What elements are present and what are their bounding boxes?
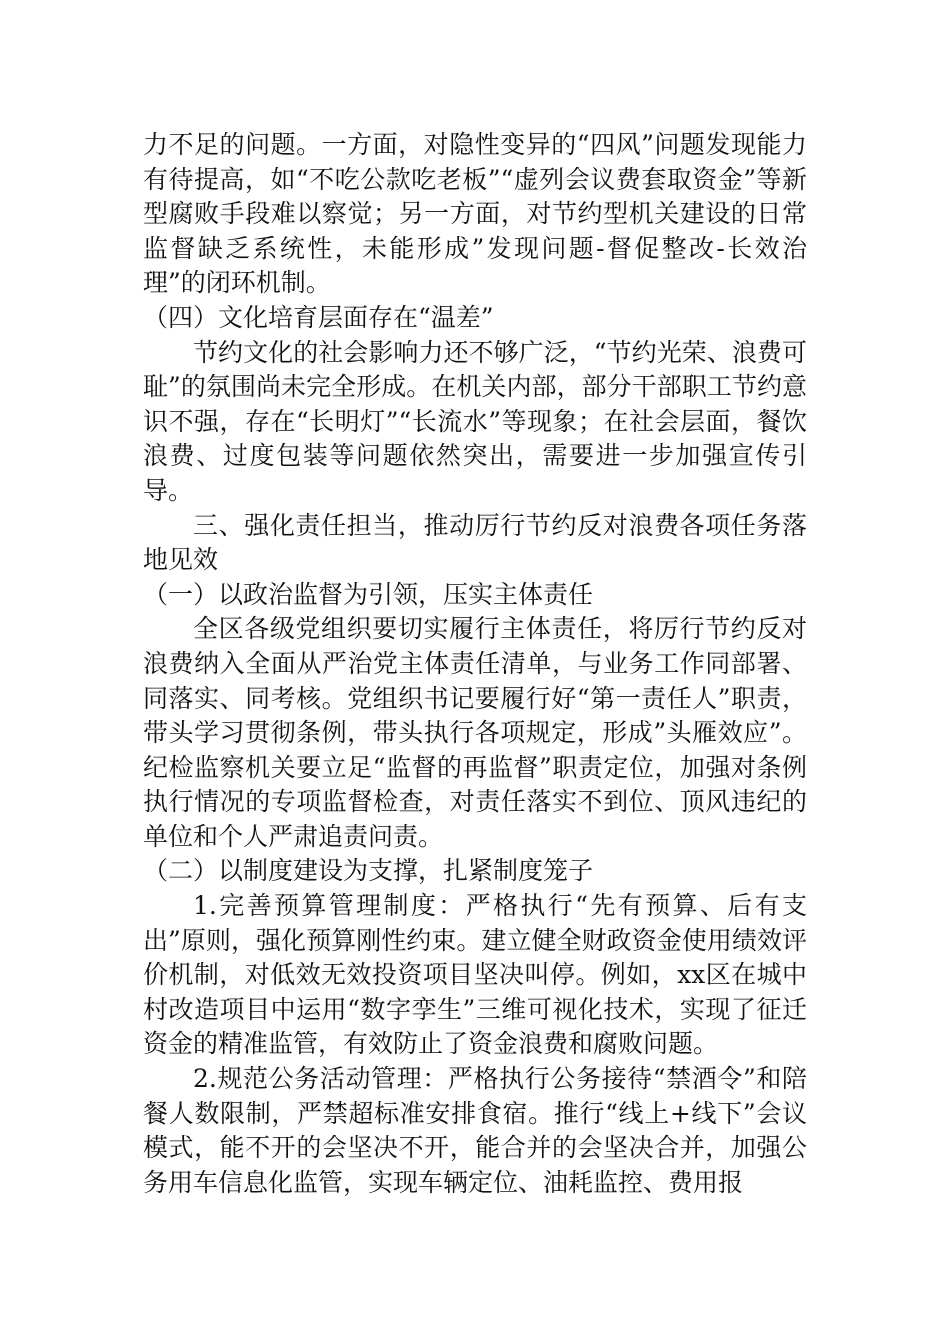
document-page: [143, 128, 807, 1200]
subheading-institution-building: （二）以制度建设为支撑，扎紧制度笼子: [143, 856, 594, 886]
subheading-political-supervision: （一）以政治监督为引领，压实主体责任: [143, 579, 594, 609]
section-heading: 三、强化责任担当，推动厉行节约反对浪费各项任务落地见效: [143, 510, 807, 575]
body-paragraph-official-activities: 2.规范公务活动管理：严格执行公务接待“禁酒令”和陪餐人数限制，严禁超标准安排食宿。推行“线上+线下”会议模式，能不开的会坚决不开，能合并的会坚决合并，加强公务用车信息化监管，实现车辆定位、油耗监控、费用报: [143, 1064, 807, 1197]
body-paragraph-continued: 力不足的问题。一方面，对隐性变异的“四风”问题发现能力有待提高，如“不吃公款吃老板”“虚列会议费套取资金”等新型腐败手段难以察觉；另一方面，对节约型机关建设的日常监督缺乏系统性，未能形成”发现问题-督促整改-长效治理”的闭环机制。: [143, 130, 807, 298]
body-paragraph: 全区各级党组织要切实履行主体责任，将厉行节约反对浪费纳入全面从严治党主体责任清单，与业务工作同部署、同落实、同考核。党组织书记要履行好“第一责任人”职责，带头学习贯彻条例，带头执行各项规定，形成”头雁效应”。纪检监察机关要立足“监督的再监督”职责定位，加强对条例执行情况的专项监督检查，对责任落实不到位、顶风违纪的单位和个人严肃追责问责。: [143, 614, 807, 851]
body-paragraph-budget: 1.完善预算管理制度：严格执行“先有预算、后有支出”原则，强化预算刚性约束。建立健全财政资金使用绩效评价机制，对低效无效投资项目坚决叫停。例如，xx区在城中村改造项目中运用“数字孪生”三维可视化技术，实现了征迁资金的精准监管，有效防止了资金浪费和腐败问题。: [143, 891, 807, 1059]
body-paragraph: 节约文化的社会影响力还不够广泛，“节约光荣、浪费可耻”的氛围尚未完全形成。在机关内部，部分干部职工节约意识不强，存在“长明灯”“长流水”等现象；在社会层面，餐饮浪费、过度包装等问题依然突出，需要进一步加强宣传引导。: [143, 337, 807, 505]
subheading-culture: （四）文化培育层面存在“温差”: [143, 302, 494, 332]
